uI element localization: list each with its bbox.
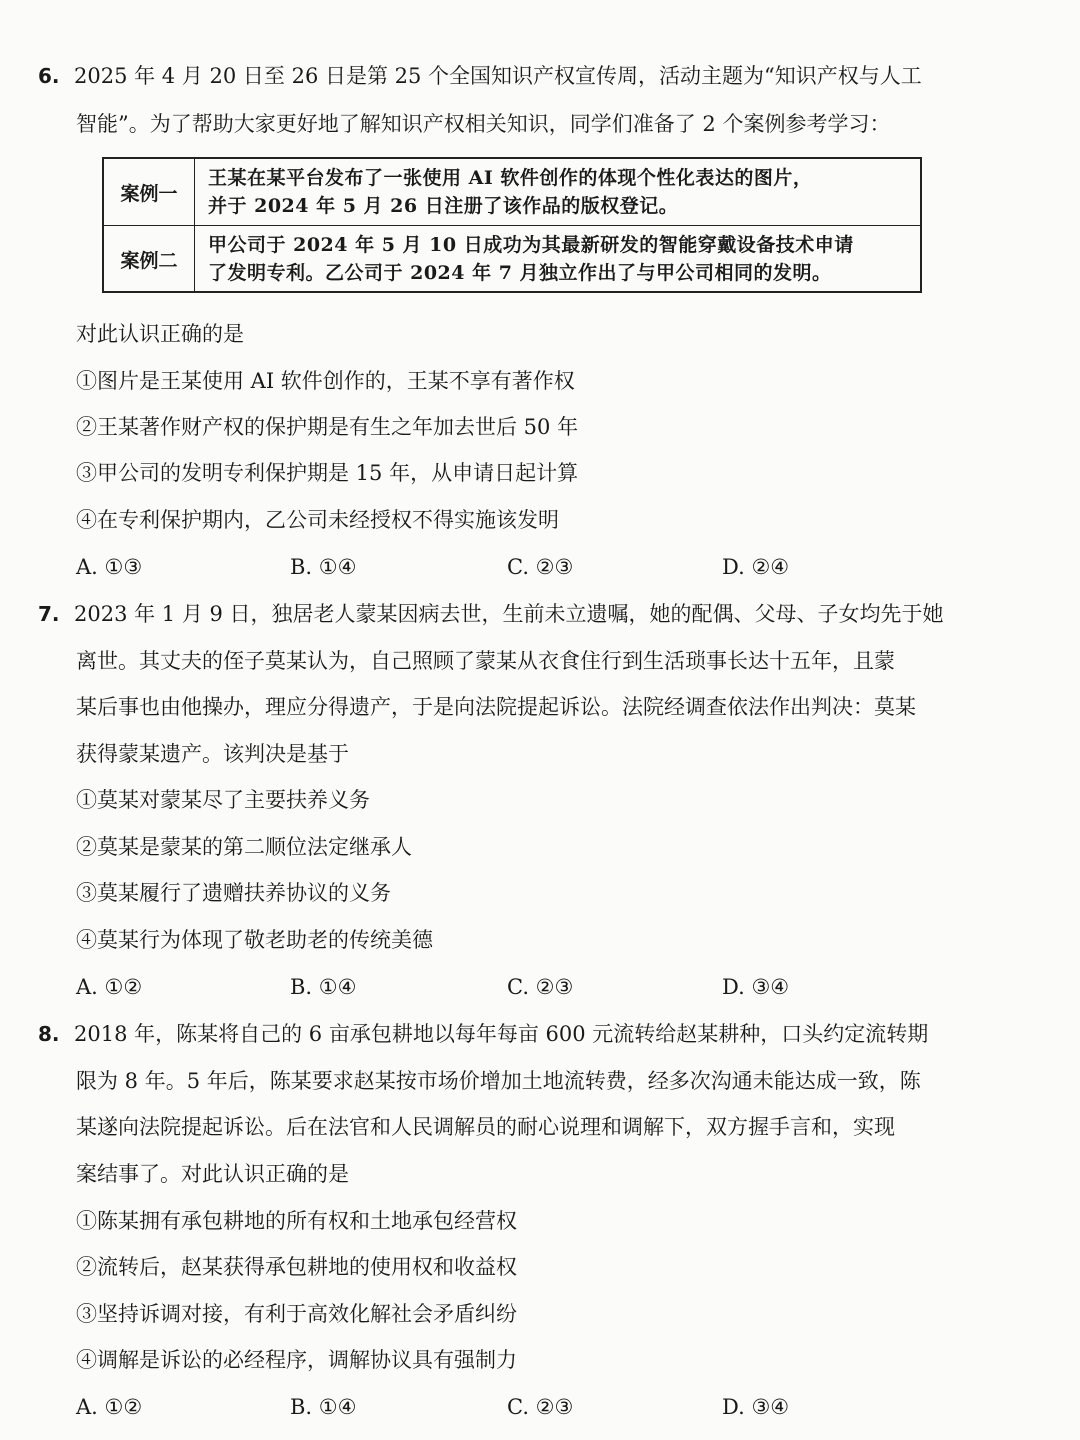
case-2-label: 案例二 [104, 226, 195, 292]
case-table [102, 157, 922, 293]
case-1-line-2: 并于 2024 年 5 月 26 日注册了该作品的版权登记。 [208, 195, 679, 217]
q8-option-c: C. ②③ [507, 1395, 574, 1419]
q6-statement-2: ②王某著作财产权的保护期是有生之年加去世后 50 年 [76, 415, 579, 439]
q7-statement-4: ④莫某行为体现了敬老助老的传统美德 [76, 928, 433, 952]
q6-text-line-2: 智能”。为了帮助大家更好地了解知识产权相关知识，同学们准备了 2 个案例参考学习： [76, 112, 891, 136]
q7-text-line-1: 2023 年 1 月 9 日，独居老人蒙某因病去世，生前未立遗嘱，她的配偶、父母、子女均先于她 [74, 602, 944, 626]
case-2-line-2: 了发明专利。乙公司于 2024 年 7 月独立作出了与甲公司相同的发明。 [208, 262, 832, 284]
q7-option-d: D. ③④ [722, 975, 790, 999]
q8-text-line-3: 某遂向法院提起诉讼。后在法官和人民调解员的耐心说理和调解下，双方握手言和，实现 [76, 1115, 895, 1139]
q6-stem: 对此认识正确的是 [76, 322, 244, 346]
case-1-label: 案例一 [104, 159, 195, 225]
q6-option-c: C. ②③ [507, 555, 574, 579]
q6-option-b: B. ①④ [290, 555, 357, 579]
q7-option-a: A. ①② [76, 975, 143, 999]
q7-option-b: B. ①④ [290, 975, 357, 999]
q7-statement-1: ①莫某对蒙某尽了主要扶养义务 [76, 788, 370, 812]
q6-text-line-1: 2025 年 4 月 20 日至 26 日是第 25 个全国知识产权宣传周，活动主题为“知识产权与人工 [74, 64, 922, 88]
q8-statement-4: ④调解是诉讼的必经程序，调解协议具有强制力 [76, 1348, 517, 1372]
case-row-1 [104, 159, 920, 226]
q8-statement-2: ②流转后，赵某获得承包耕地的使用权和收益权 [76, 1255, 517, 1279]
q6-option-a: A. ①③ [76, 555, 143, 579]
q6-line-1 [38, 62, 922, 90]
case-2-text [208, 231, 914, 287]
case-1-line-1: 王某在某平台发布了一张使用 AI 软件创作的体现个性化表达的图片， [208, 167, 813, 189]
q6-statement-4: ④在专利保护期内，乙公司未经授权不得实施该发明 [76, 508, 559, 532]
q6-option-d: D. ②④ [722, 555, 790, 579]
case-row-2 [104, 226, 920, 292]
q8-option-a: A. ①② [76, 1395, 143, 1419]
q8-text-line-4: 案结事了。对此认识正确的是 [76, 1162, 349, 1186]
q8-number: 8. [38, 1022, 60, 1046]
q7-line-1 [38, 600, 944, 628]
q7-option-c: C. ②③ [507, 975, 574, 999]
q7-statement-3: ③莫某履行了遗赠扶养协议的义务 [76, 881, 391, 905]
q8-text-line-2: 限为 8 年。5 年后，陈某要求赵某按市场价增加土地流转费，经多次沟通未能达成一致，陈 [76, 1069, 921, 1093]
case-2-line-1: 甲公司于 2024 年 5 月 10 日成功为其最新研发的智能穿戴设备技术申请 [208, 234, 854, 256]
q7-number: 7. [38, 602, 60, 626]
q7-text-line-3: 某后事也由他操办，理应分得遗产，于是向法院提起诉讼。法院经调查依法作出判决：莫某 [76, 695, 916, 719]
q8-line-1 [38, 1020, 928, 1048]
q7-statement-2: ②莫某是蒙某的第二顺位法定继承人 [76, 835, 412, 859]
q7-text-line-2: 离世。其丈夫的侄子莫某认为，自己照顾了蒙某从衣食住行到生活琐事长达十五年，且蒙 [76, 649, 895, 673]
q8-statement-1: ①陈某拥有承包耕地的所有权和土地承包经营权 [76, 1209, 517, 1233]
q8-option-d: D. ③④ [722, 1395, 790, 1419]
q8-text-line-1: 2018 年，陈某将自己的 6 亩承包耕地以每年每亩 600 元流转给赵某耕种，口头约定流转期 [74, 1022, 929, 1046]
case-1-text [208, 164, 914, 220]
q7-text-line-4: 获得蒙某遗产。该判决是基于 [76, 742, 349, 766]
q6-statement-1: ①图片是王某使用 AI 软件创作的，王某不享有著作权 [76, 369, 575, 393]
q8-option-b: B. ①④ [290, 1395, 357, 1419]
q8-statement-3: ③坚持诉调对接，有利于高效化解社会矛盾纠纷 [76, 1302, 517, 1326]
q6-statement-3: ③甲公司的发明专利保护期是 15 年，从申请日起计算 [76, 461, 579, 485]
q6-number: 6. [38, 64, 60, 88]
